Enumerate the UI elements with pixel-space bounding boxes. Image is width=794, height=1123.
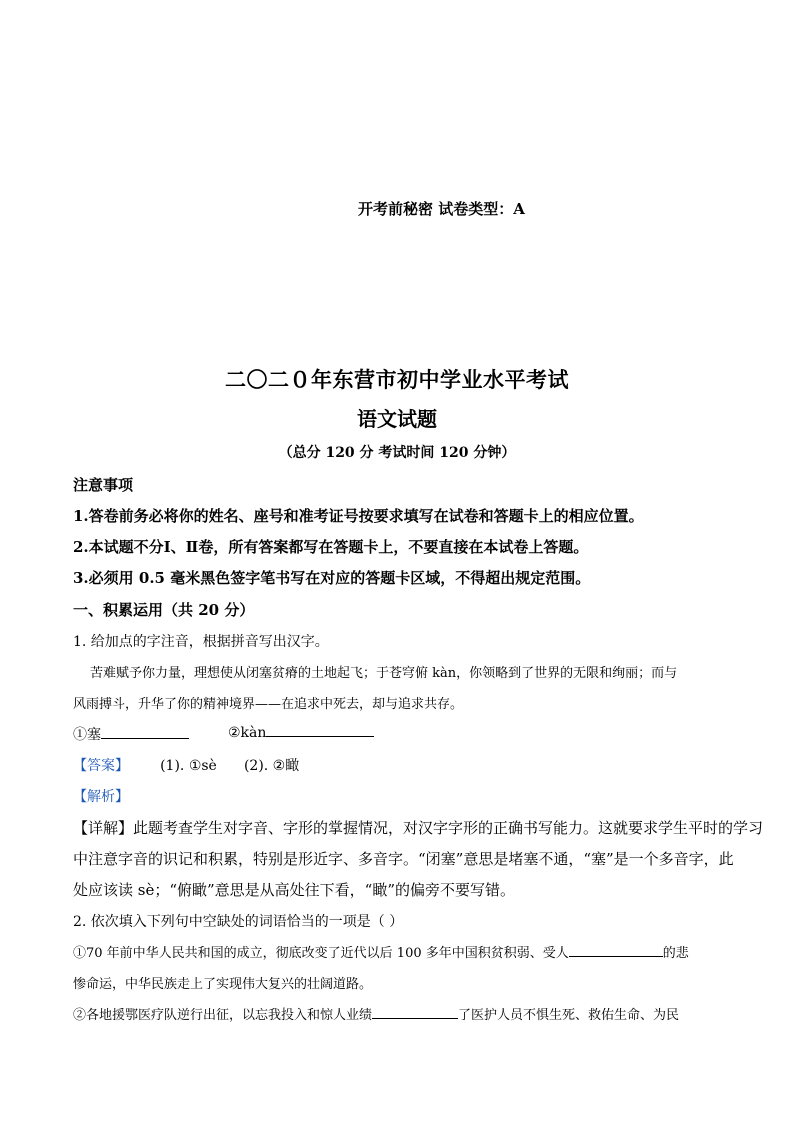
- exam-secret-label: 开考前秘密 试卷类型：A: [358, 200, 525, 218]
- detail-line: 【详解】此题考查学生对字音、字形的掌握情况，对汉字字形的正确书写能力。这就要求学生平时的学习: [73, 819, 764, 837]
- answer-1: (1). ①sè: [160, 758, 217, 774]
- question-2-prompt: 2. 依次填入下列句中空缺处的词语恰当的一项是（ ）: [73, 914, 404, 930]
- question-2-item-2: [73, 1004, 679, 1023]
- blank-2-label: ②kàn: [228, 725, 267, 741]
- question-2-item-1-text: ①70 年前中华人民共和国的成立，彻底改变了近代以后 100 多年中国积贫积弱、受人: [73, 946, 569, 961]
- question-1-passage-line: 苦难赋予你力量，理想使从闭塞贫瘠的土地起飞；于苍穹俯 kàn，你领略到了世界的无限和绚丽；而与: [90, 666, 678, 681]
- question-2-item-1-tail: 的悲: [662, 946, 689, 961]
- notice-item: 2.本试题不分Ⅰ、Ⅱ卷，所有答案都写在答题卡上，不要直接在本试卷上答题。: [73, 538, 589, 556]
- blank-1-line: [101, 726, 189, 739]
- detail-line: 中注意字音的识记和积累，特别是形近字、多音字。“闭塞”意思是堵塞不通，“塞”是一个多音字，此: [73, 850, 734, 868]
- notice-heading: 注意事项: [73, 476, 134, 494]
- blank-2-line: [266, 724, 374, 737]
- question-2-item-2-text: ②各地援鄂医疗队逆行出征，以忘我投入和惊人业绩: [73, 1008, 373, 1023]
- section-heading: 一、积累运用（共 20 分）: [73, 601, 255, 619]
- question-2-blank: [372, 1006, 458, 1019]
- question-2-item-2-tail: 了医护人员不惧生死、救佑生命、为民: [458, 1008, 680, 1023]
- exam-title: 二〇二０年东营市初中学业水平考试: [225, 367, 569, 392]
- question-2-item-1-cont: 惨命运，中华民族走上了实现伟大复兴的壮阔道路。: [73, 977, 373, 992]
- exam-meta: （总分 120 分 考试时间 120 分钟）: [278, 445, 516, 461]
- question-2-item-1: [73, 942, 689, 961]
- notice-item: 1.答卷前务必将你的姓名、座号和准考证号按要求填写在试卷和答题卡上的相应位置。: [73, 507, 644, 525]
- subject-title: 语文试题: [357, 407, 437, 431]
- blank-2: [228, 724, 374, 741]
- analysis-tag: 【解析】: [73, 789, 129, 805]
- question-1-prompt: 1. 给加点的字注音，根据拼音写出汉字。: [73, 634, 329, 650]
- question-2-blank: [569, 944, 663, 957]
- answer-row: [73, 755, 299, 775]
- blank-1: [73, 724, 189, 744]
- answer-tag: 【答案】: [73, 758, 129, 774]
- notice-item: 3.必须用 0.5 毫米黑色签字笔书写在对应的答题卡区域，不得超出规定范围。: [73, 569, 591, 587]
- question-1-passage-line: 风雨搏斗，升华了你的精神境界——在追求中死去，却与追求共存。: [73, 697, 464, 712]
- answer-2: (2). ②瞰: [243, 758, 300, 774]
- detail-line: 处应该读 sè；“俯瞰”意思是从高处往下看，“瞰”的偏旁不要写错。: [73, 881, 516, 899]
- blank-1-label: ①塞: [73, 727, 101, 743]
